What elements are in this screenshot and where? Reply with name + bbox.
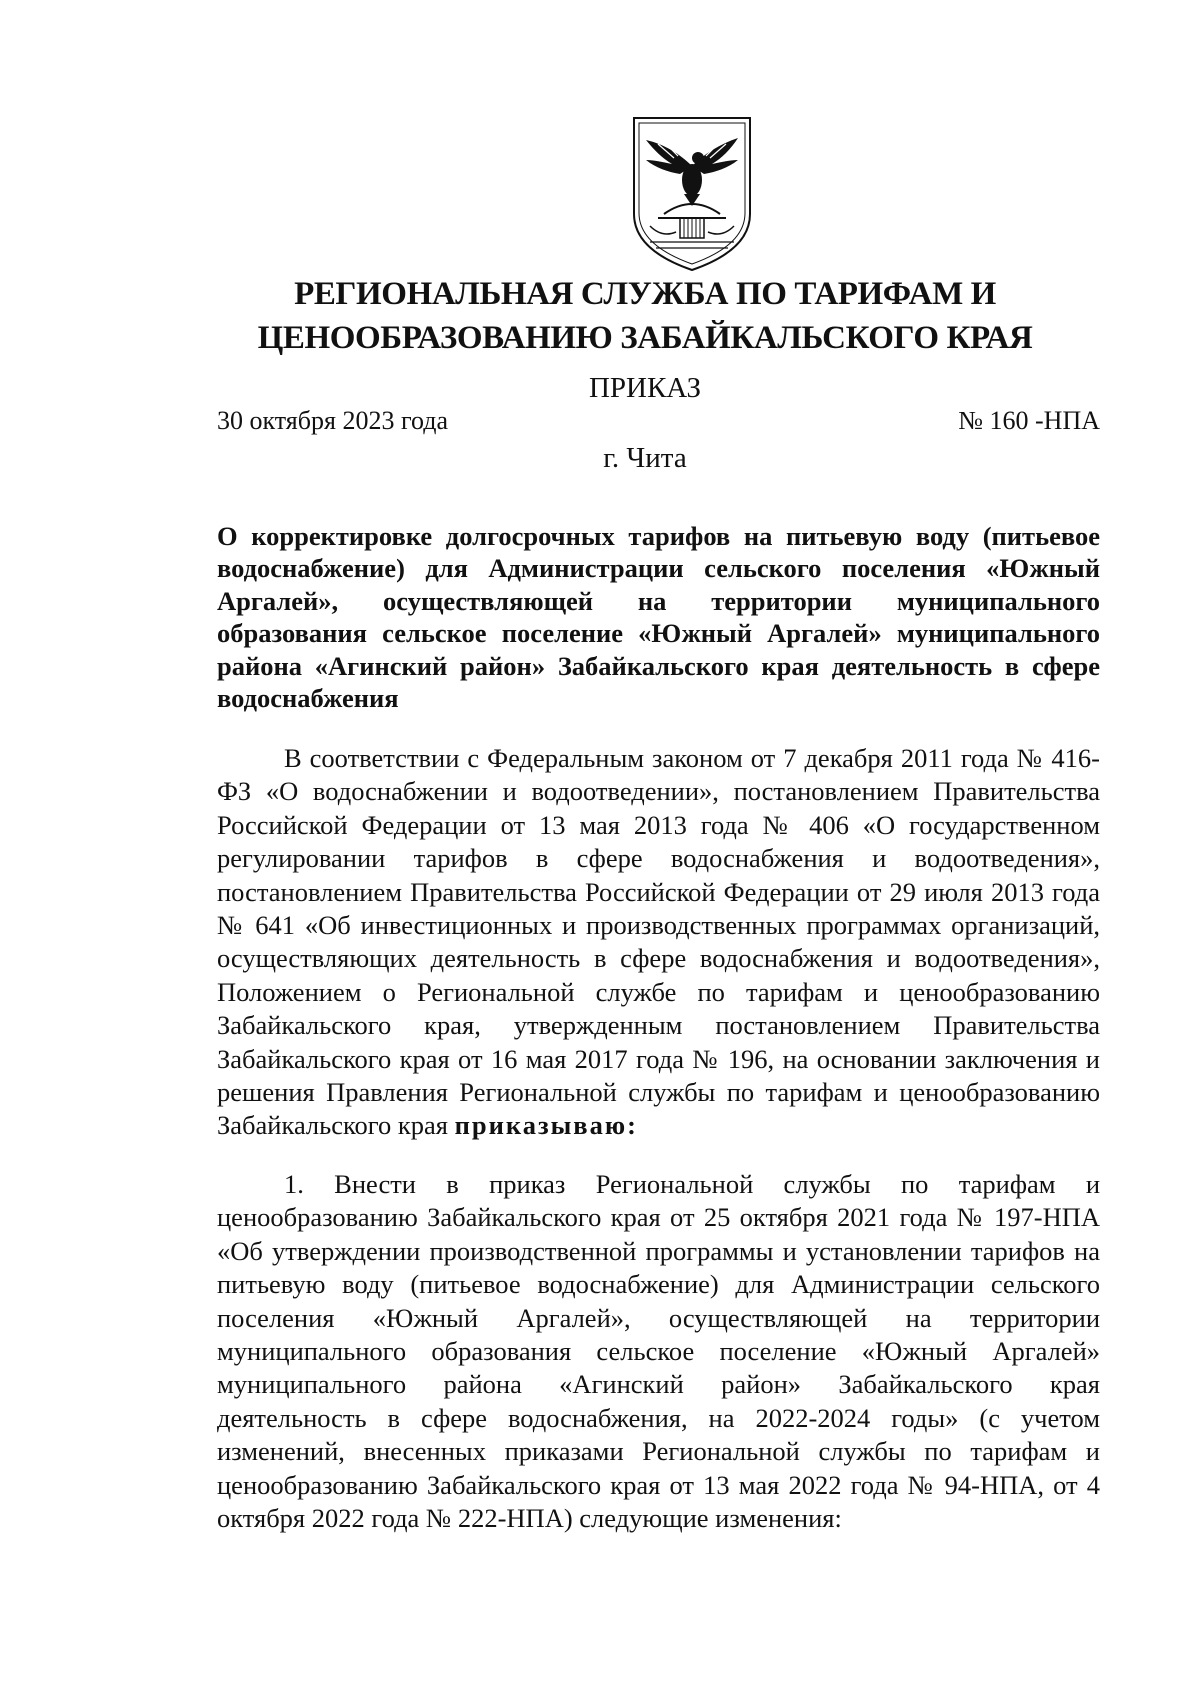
coat-of-arms-icon — [628, 114, 756, 272]
document-city: г. Чита — [603, 442, 687, 474]
order-word: приказываю: — [454, 1110, 638, 1141]
document-date: 30 октября 2023 года — [217, 406, 448, 435]
item-1-paragraph: 1. Внести в приказ Региональной службы по тарифам и ценообразованию Забайкальского края от 25 октября 2021 года № 197-НПА «Об утверждении производственной программы и установлении тарифов на питьевую воду (питьевое водоснабжение) для Администрации сельского поселения «Южный Аргалей», осуществляющей на территории муниципального образования сельское поселение «Южный Аргалей» муниципального района «Агинский район» Забайкальского края деятельность в сфере водоснабжения, на 2022-2024 годы» (с учетом изменений, внесенных приказами Региональной службы по тарифам и ценообразованию Забайкальского края от 13 мая 2022 года № 94-НПА, от 4 октября 2022 года № 222-НПА) следующие изменения: — [217, 1169, 1100, 1534]
organization-title-line-1: РЕГИОНАЛЬНАЯ СЛУЖБА ПО ТАРИФАМ И — [294, 276, 996, 312]
document-heading: О корректировке долгосрочных тарифов на питьевую воду (питьевое водоснабжение) для Администрации сельского поселения «Южный Аргалей», осуществляющей на территории муниципального образования сельское поселение «Южный Аргалей» муниципального района «Агинский район» Забайкальского края деятельность в сфере водоснабжения — [217, 521, 1100, 714]
document-number: № 160 -НПА — [958, 406, 1100, 435]
preamble-text: В соответствии с Федеральным законом от 7 декабря 2011 года № 416-ФЗ «О водоснабжении и водоотведении», постановлением Правительства Российской Федерации от 13 мая 2013 года № 406 «О государственном регулировании тарифов в сфере водоснабжения и водоотведения», постановлением Правительства Российской Федерации от 29 июля 2013 года № 641 «Об инвестиционных и производственных программах организаций, осуществляющих деятельность в сфере водоснабжения и водоотведения», Положением о Региональной службе по тарифам и ценообразованию Забайкальского края, утвержденным постановлением Правительства Забайкальского края от 16 мая 2017 года № 196, на основании заключения и решения Правления Региональной службы по тарифам и ценообразованию Забайкальского края — [217, 743, 1100, 1141]
preamble-paragraph — [217, 742, 1100, 1143]
organization-title-line-2: ЦЕНООБРАЗОВАНИЮ ЗАБАЙКАЛЬСКОГО КРАЯ — [257, 320, 1033, 356]
organization-title — [200, 272, 1090, 360]
document-type: ПРИКАЗ — [588, 372, 702, 404]
